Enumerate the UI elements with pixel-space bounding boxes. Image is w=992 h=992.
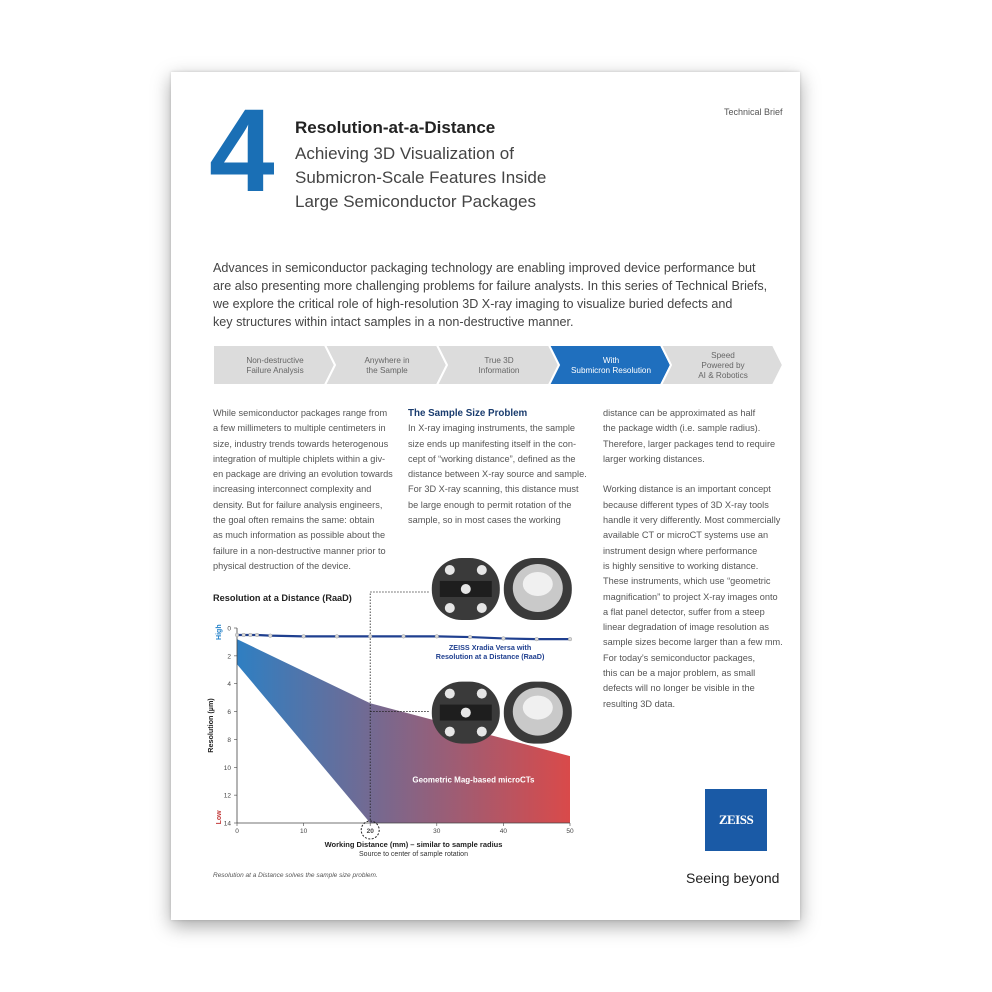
step-label: Speed [711,351,735,360]
text-line: defects will no longer be visible in the [603,683,755,694]
page-subtitle [295,142,595,214]
y-tick-label: 2 [227,653,231,661]
step-label: With [602,356,620,365]
raad-point [568,637,572,641]
step-label: True 3D [484,356,514,365]
text-line: cept of “working distance”, defined as the [408,453,576,464]
zeiss-logo [705,789,767,851]
x-tick-label: 0 [235,828,239,835]
xray-solder-ball [461,708,471,718]
text-line: a flat panel detector, suffer from a steep [603,606,765,617]
raad-point [242,633,246,637]
column-2-text [408,406,593,528]
text-line: Working distance is an important concept [603,484,771,495]
text-line: size, industry trends towards heterogenous [213,438,389,449]
brand-tagline: Seeing beyond [686,870,780,886]
y-tick-label: 10 [223,764,231,772]
raad-series-label: Resolution at a Distance (RaaD) [435,652,545,661]
xray-solder-ball [477,689,487,699]
intro-line: Advances in semiconductor packaging technology are enabling improved device performance but [213,261,756,275]
intro-line: are also presenting more challenging problems for failure analysts. In this series of Technical Briefs, [213,279,768,293]
text-line: resulting 3D data. [603,698,676,709]
text-line: the goal often remains the same: obtain [213,515,375,526]
text-line: this can be a major problem, as small [603,668,756,679]
text-line: For 3D X-ray scanning, this distance must [408,484,579,495]
xray-solder-ball [477,727,487,737]
text-line: en package are driving an evolution towards [213,469,393,480]
xray-solder-ball [445,565,455,575]
doc-type-label: Technical Brief [724,107,783,117]
text-line: a few millimeters to multiple centimeters in [213,423,386,434]
text-line: In X-ray imaging instruments, the sample [408,423,575,434]
page-title: Resolution-at-a-Distance [295,118,496,137]
x-tick-label: 50 [566,828,574,835]
y-tick-label: 6 [227,709,231,717]
xray-ball-highlight [523,572,553,596]
xray-solder-ball [445,727,455,737]
step-chevron [213,345,335,385]
brief-number: 4 [209,85,273,217]
text-line: For today’s semiconductor packages, [603,652,756,663]
text-line: sample sizes become larger than a few mm. [603,637,783,648]
zeiss-logo-text: ZEISS [718,812,754,827]
section-heading: The Sample Size Problem [408,408,528,419]
xray-solder-ball [445,689,455,699]
process-steps-arrow [213,345,788,385]
step-chevron [549,345,671,385]
step-label: Information [478,366,520,375]
raad-point [335,635,339,639]
subtitle-line: Large Semiconductor Packages [295,192,536,211]
intro-paragraph [213,259,788,331]
step-label: Submicron Resolution [570,366,652,375]
step-label: Anywhere in [364,356,410,365]
raad-point [302,635,306,639]
y-tick-label: 8 [227,736,231,744]
text-line: the package width (i.e. sample radius). [603,423,761,434]
text-line: While semiconductor packages range from [213,408,388,418]
y-tick-label: 0 [227,625,231,633]
text-line: sample, so in most cases the working [408,515,561,526]
y-high-label: High [216,624,223,640]
y-low-label: Low [216,810,223,825]
text-line: linear degradation of image resolution as [603,622,769,633]
text-line: failure in a non-destructive manner prior to [213,545,386,556]
text-line: Therefore, larger packages tend to require [603,438,776,449]
raad-point [435,635,439,639]
raad-xray-images [432,558,572,620]
y-tick-label: 14 [223,820,231,828]
raad-point [468,635,472,639]
step-label: Powered by [701,361,745,370]
text-line: is highly sensitive to working distance. [603,560,759,571]
step-label: AI & Robotics [698,371,748,380]
x-tick-label: 30 [433,828,441,835]
raad-chart [199,550,589,872]
text-line: available CT or microCT systems use an [603,530,769,541]
x-axis-label: Working Distance (mm) – similar to sample radius [324,840,503,849]
column-3-text [603,406,788,712]
raad-point [502,637,506,641]
text-line: magnification” to project X-ray images onto [603,591,778,602]
text-line: size ends up manifesting itself in the con- [408,438,577,449]
text-line: handle it very differently. Most commercially [603,515,781,526]
subtitle-line: Achieving 3D Visualization of [295,144,514,163]
raad-series-label: ZEISS Xradia Versa with [448,643,532,652]
x-tick-label: 10 [299,828,308,835]
xray-solder-ball [477,603,487,613]
text-line: as much information as possible about the [213,530,386,541]
text-line: be large enough to permit rotation of the [408,499,572,510]
text-line: instrument design where performance [603,545,758,556]
raad-point [269,634,273,638]
text-line: larger working distances. [603,453,705,464]
xray-ball-highlight [523,696,553,720]
text-line: increasing interconnect complexity and [213,484,372,495]
document-page [171,72,800,920]
y-tick-label: 12 [223,792,231,800]
text-line [603,467,788,482]
text-line: distance can be approximated as half [603,408,756,418]
text-line: density. But for failure analysis engineers, [213,499,383,510]
figure-caption: Resolution at a Distance solves the sample size problem. [213,872,378,879]
y-axis-label: Resolution (µm) [206,698,215,753]
text-line: These instruments, which use “geometric [603,576,771,587]
text-line: because different types of 3D X-ray tools [603,499,769,510]
step-chevron [437,345,559,385]
x-axis-sublabel: Source to center of sample rotation [359,851,468,858]
text-line: distance between X-ray source and sample. [408,469,587,480]
x-tick-label: 20 [366,828,374,835]
xray-solder-ball [477,565,487,575]
xray-solder-ball [461,584,471,594]
step-label: the Sample [366,366,408,375]
raad-point [235,633,239,637]
raad-point [249,633,253,637]
subtitle-line: Submicron-Scale Features Inside [295,168,547,187]
raad-point [402,635,406,639]
microct-xray-images [432,682,572,744]
x-tick-label: 40 [499,828,508,835]
intro-line: we explore the critical role of high-resolution 3D X-ray imaging to visualize buried defects and [213,297,733,311]
xray-solder-ball [445,603,455,613]
step-chevron [325,345,447,385]
step-label: Failure Analysis [246,366,304,375]
step-label: Non-destructive [246,356,304,365]
raad-point [535,637,539,641]
text-line: physical destruction of the device. [213,560,351,571]
raad-point [368,635,372,639]
chart-title: Resolution at a Distance (RaaD) [213,593,352,603]
intro-line: key structures within intact samples in a non-destructive manner. [213,315,574,329]
raad-point [255,633,259,637]
microct-series-label: Geometric Mag-based microCTs [412,775,535,785]
text-line: integration of multiple chiplets within a giv- [213,453,386,464]
y-tick-label: 4 [227,681,231,689]
